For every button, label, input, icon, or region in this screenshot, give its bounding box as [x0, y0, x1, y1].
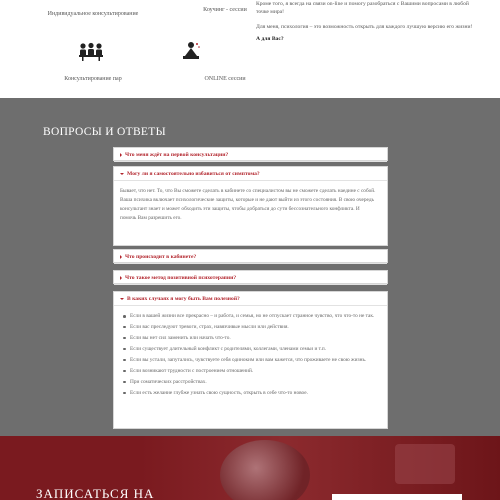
decorative-photo — [395, 444, 455, 484]
faq-item-first-consultation[interactable] — [113, 147, 388, 161]
list-item: Если существует длительный конфликт с родителями, коллегами, членами семьи и т.п. — [130, 345, 377, 354]
service-online-label: ONLINE сессии — [204, 76, 246, 82]
services-section — [0, 0, 500, 98]
service-online[interactable] — [175, 76, 275, 82]
faq-item-self-help[interactable] — [113, 166, 388, 246]
intro-paragraph-2: Для меня, психология – это возможность открыть для каждого лучшую версию его жизни! — [256, 23, 473, 30]
signup-form-field[interactable] — [332, 494, 462, 500]
faq-item-when-useful[interactable] — [113, 291, 388, 429]
caret-down-icon — [120, 173, 124, 175]
faq-question-text: Что меня ждёт на первой консультации? — [125, 152, 229, 158]
online-session-icon — [180, 40, 202, 62]
faq-question[interactable] — [114, 250, 387, 264]
caret-right-icon — [120, 153, 122, 157]
faq-title: ВОПРОСЫ И ОТВЕТЫ — [43, 126, 166, 138]
service-couples[interactable] — [43, 76, 143, 82]
list-item: Если вы нет сил заменить или начать что-то. — [130, 334, 377, 343]
faq-question[interactable] — [114, 271, 387, 285]
list-item: Если вас преследуют тревоги, страх, навязчивые мысли или действия. — [130, 323, 377, 332]
list-item: Если вы устали, запутались, чувствуете себя одиноким или вам кажется, что проживаете не свою жизнь. — [130, 356, 377, 365]
signup-section — [0, 436, 500, 500]
list-item: Если возникают трудности с построением отношений. — [130, 367, 377, 376]
service-individual[interactable] — [43, 11, 143, 17]
service-individual-label: Индивидуальное консультирование — [47, 11, 139, 17]
list-item: При соматических расстройствах. — [130, 378, 377, 387]
intro-text — [256, 0, 476, 48]
caret-down-icon — [120, 298, 124, 300]
faq-answer — [114, 306, 387, 406]
list-item: Если есть желание глубже узнать свою сущность, открыть в себе что-то новое. — [130, 389, 377, 398]
faq-answer-list — [120, 312, 377, 397]
faq-answer: Бывает, что нет. То, что Вы сможете сделать в кабинете со специалистом вы не сможете сделать наедине с собой. Ваша психика включает психологические защиты, которые и не дают выйти из этого состояния. В свою очередь консультант знает и может обходить эти защиты, чтобы добраться до сути бессознательного конфликта. И помочь Вам разрешить его. — [120, 188, 376, 221]
couple-consult-icon — [78, 42, 104, 62]
faq-question-text: В каких случаях я могу быть Вам полезной? — [127, 296, 240, 302]
faq-section — [0, 98, 500, 436]
signup-title: ЗАПИСАТЬСЯ НА — [36, 486, 155, 500]
service-coaching-label: Коучинг - сессии — [203, 7, 247, 13]
intro-paragraph-1: Кроме того, я всегда на связи on-line и помогу разобраться с Вашими вопросами в любой точке мира! — [256, 1, 469, 16]
faq-question-text: Могу ли я самостоятельно избавиться от симптома? — [127, 171, 260, 177]
caret-right-icon — [120, 276, 122, 280]
faq-question[interactable] — [114, 292, 387, 306]
faq-question[interactable] — [114, 167, 387, 181]
caret-right-icon — [120, 255, 122, 259]
faq-question-text: Что происходит в кабинете? — [125, 254, 197, 260]
faq-item-positive-therapy[interactable] — [113, 270, 388, 284]
service-couples-label: Консультирование пар — [64, 76, 122, 82]
faq-question-text: Что такое метод позитивной психотерапии? — [125, 275, 237, 281]
intro-question: А для Вас? — [256, 36, 284, 43]
list-item: Если в вашей жизни все прекрасно – и работа, и семья, но не отпускает странное чувство, что что-то не так. — [130, 312, 377, 321]
faq-question[interactable] — [114, 148, 387, 162]
faq-item-cabinet[interactable] — [113, 249, 388, 263]
